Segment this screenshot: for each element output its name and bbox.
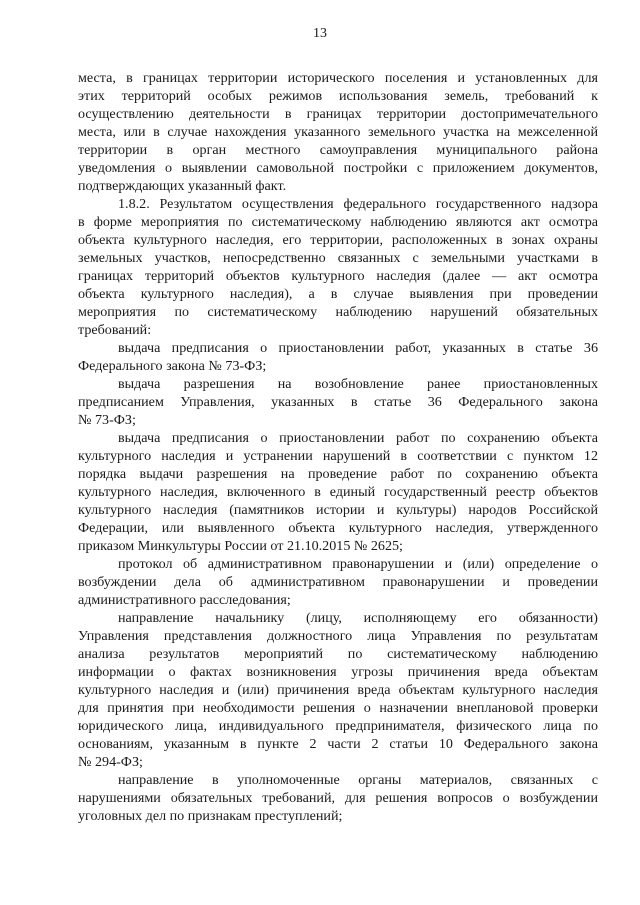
text-line: выдача разрешения на возобновление ранее приостановленных [118,376,598,392]
text-line: информации о фактах возникновения угрозы причинения вреда объектам [78,664,598,680]
page-number: 13 [313,26,327,41]
text-line: возбуждении дела об административном правонарушении и проведении [78,574,598,590]
text-line: анализа результатов мероприятий по систематическому наблюдению [78,646,598,662]
text-line: административного расследования; [78,592,291,608]
text-line: границах территорий объектов культурного наследия (далее — акт осмотра [78,268,598,284]
text-line: выдача предписания о приостановлении работ по сохранению объекта [118,430,598,446]
text-line: территории в орган местного самоуправления муниципального района [78,142,598,158]
text-line: основаниям, указанным в пункте 2 части 2 статьи 10 Федерального закона [78,736,598,752]
text-line: направление начальнику (лицу, исполняющему его обязанности) [118,610,598,626]
text-line: нарушениями обязательных требований, для решения вопросов о возбуждении [78,790,598,806]
text-line: для принятия при необходимости решения о назначении внеплановой проверки [78,700,598,716]
text-line: Федерации, или выявленного объекта культурного наследия, утвержденного [78,520,598,536]
text-line: выдача предписания о приостановлении работ, указанных в статье 36 [118,340,598,356]
text-line: приказом Минкультуры России от 21.10.2015 № 2625; [78,538,403,554]
text-line: протокол об административном правонарушении и (или) определение о [118,556,598,572]
text-line: № 73-ФЗ; [78,412,136,428]
text-line: требований: [78,322,152,338]
text-line: культурного наследия и устранении нарушений в соответствии с пунктом 12 [78,448,598,464]
text-line: объекта культурного наследия, его территории, расположенных в зонах охраны [78,232,598,248]
text-line: осуществлению деятельности в границах территории достопримечательного [78,106,598,122]
text-line: № 294-ФЗ; [78,754,143,770]
text-line: земельных участков, непосредственно связанных с земельными участками в [78,250,598,266]
text-line: 1.8.2. Результатом осуществления федерального государственного надзора [118,196,598,212]
text-line: культурного наследия (памятников истории и культуры) народов Российской [78,502,598,518]
text-line: юридического лица, индивидуального предпринимателя, физического лица по [78,718,598,734]
text-line: культурного наследия и (или) причинения вреда объектам культурного наследия [78,682,598,698]
text-line: уведомления о выявлении самовольной постройки с приложением документов, [78,160,598,176]
text-line: подтверждающих указанный факт. [78,178,287,194]
text-line: места, или в случае нахождения указанного земельного участка на межселенной [78,124,598,140]
text-line: Управления представления должностного лица Управления по результатам [78,628,598,644]
text-line: мероприятия по систематическому наблюдению нарушений обязательных [78,304,598,320]
text-line: в форме мероприятия по систематическому наблюдению являются акт осмотра [78,214,598,230]
text-line: порядка выдачи разрешения на проведение работ по сохранению объекта [78,466,598,482]
text-line: этих территорий особых режимов использования земель, требований к [78,88,598,104]
text-line: объекта культурного наследия), а в случае выявления при проведении [78,286,598,302]
text-line: предписанием Управления, указанных в статье 36 Федерального закона [78,394,598,410]
text-line: направление в уполномоченные органы материалов, связанных с [118,772,598,788]
text-line: места, в границах территории исторического поселения и установленных для [78,70,598,86]
text-line: культурного наследия, включенного в единый государственный реестр объектов [78,484,598,500]
text-line: Федерального закона № 73-ФЗ; [78,358,267,374]
text-line: уголовных дел по признакам преступлений; [78,808,343,824]
